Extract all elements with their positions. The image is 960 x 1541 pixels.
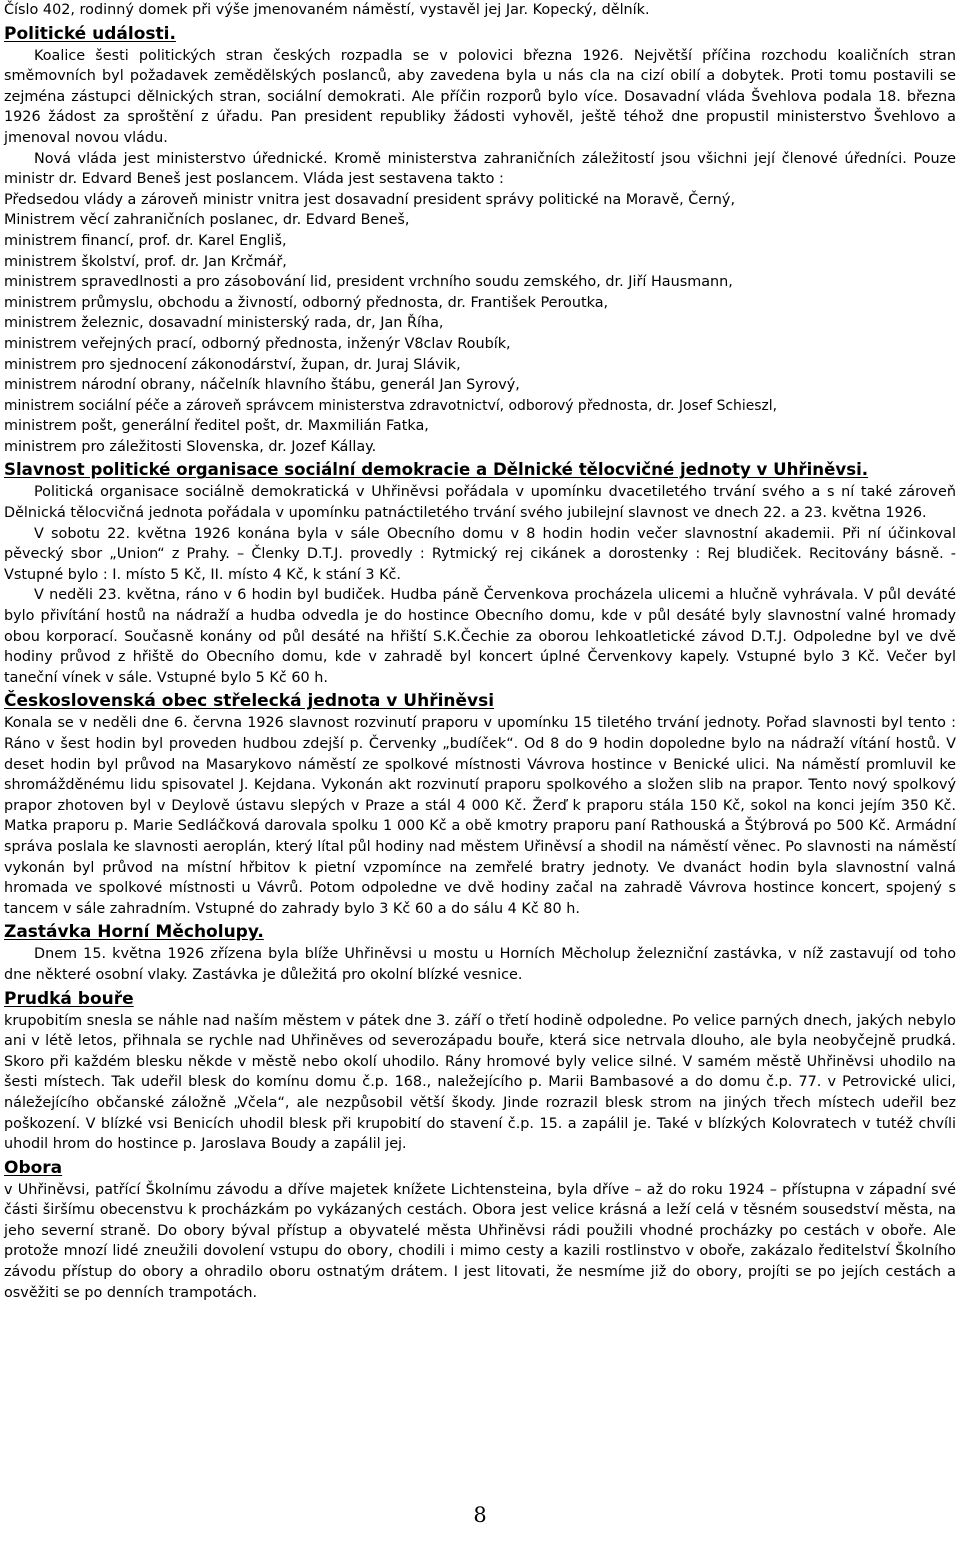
paragraph-politicke-1: Koalice šesti politických stran českých rozpadla se v polovici března 1926. Největší příčina rozchodu koaličních stran směmovních byl požadavek zemědělských poslanců, aby zavedena byla u nás cla na cizí obilí a dobytek. Proti tomu postavili se zejména zástupci dělnických stran, sociální demokrati. Ale příčin rozporů bylo více. Dosavadní vláda Švehlova podala 18. března 1926 žádost za sproštění z úřadu. Pan president republiky žádosti vyhověl, ještě téhož dne propustil ministerstvo Švehlovo a jmenoval novou vládu. (4, 47, 956, 146)
minister-line: ministrem pro záležitosti Slovenska, dr. Jozef Kállay. (4, 438, 377, 455)
paragraph-boure-1: krupobitím snesla se náhle nad naším městem v pátek dne 3. září o třetí hodině odpoledne. Po velice parných dnech, jakých nebylo ani v létě letos, přihnala se rychle nad Uhřiněves od severozápadu bouře, která sice netrvala dlouho, ale byla neobyčejně prudká. Skoro při každém blesku někde v městě nebo okolí uhodilo. Rány hromové byly velice silné. V samém městě Uhřiněvsi uhodilo na šesti místech. Tak udeřil blesk do komínu domu č.p. 168., naležejícího p. Marii Bambasové a do domu č.p. 77. v Petrovické ulici, náležejícího občanské záložně „Včela“, ale nezpůsobil větší škody. Jinde rozrazil blesk strom na jiných třech místech udeřil bez poškození. V blízké vsi Benicích uhodil blesk při krupobití do stavení č.p. 15. a zapálil je. Také v blízkých Kolovratech v tutéž chvíli uhodil hrom do hostince p. Jaroslava Boudy a zapálil jej. (4, 1012, 956, 1153)
minister-line: ministrem financí, prof. dr. Karel Engliš, (4, 232, 287, 249)
document-page (4, 0, 956, 1303)
ministers-list (4, 190, 956, 458)
heading-strelecka-jednota: Československá obec střelecká jednota v Uhřiněvsi (4, 691, 495, 712)
minister-line: Předsedou vlády a zároveň ministr vnitra jest dosavadní president správy politické na Moravě, Černý, (4, 191, 736, 208)
paragraph-politicke-2: Nová vláda jest ministerstvo úřednické. Kromě ministerstva zahraničních záležitostí jsou všichni její členové úředníci. Pouze ministr dr. Edvard Beneš jest poslancem. Vláda jest sestavena takto : (4, 150, 956, 188)
heading-slavnost: Slavnost politické organisace sociální demokracie a Dělnické tělocvičné jednoty v Uhřiněvsi. (4, 460, 869, 480)
paragraph-strelecka-1: Konala se v neděli dne 6. června 1926 slavnost rozvinutí praporu v upomínku 15 tiletého trvání jednoty. Pořad slavnosti byl tento : Ráno v šest hodin byl proveden hudbou zdejší p. Červenky „budíček“. Od 8 do 9 hodin dopoledne bylo na nádraží vítání hostů. V deset hodin byl průvod na Masarykovo náměstí ze spolkové místnosti Vávrova hostince v Benické ulici. Na náměstí promluvil ke shromážděnému lidu spisovatel J. Kejdana. Vykonán akt rozvinutí praporu spolkového a složen slib na prapor. Tento nový spolkový prapor zhotoven byl v Deylově ústavu slepých v Praze a stál 4 000 Kč. Žerď k praporu stála 150 Kč, sokol na konci jejím 350 Kč. Matka praporu p. Marie Sedláčková darovala spolku 1 000 Kč a obě kmotry praporu paní Rathouská a Štýbrová po 500 Kč. Armádní správa poslala ke slavnosti aeroplán, který lítal půl hodiny nad městem Uřiněvsí a shodil na náměstí věnec. Po slavnosti na náměstí vykonán byl průvod na místní hřbitov k pietní vzpomínce na zemřelé bratry jednoty. Ve dvanáct hodin byla slavnostní valná hromada ve spolkové místnosti u Vávrů. Potom odpoledne ve dvě hodiny začal na zahradě Vávrova hostince koncert, spojený s tancem v sále zahradním. Vstupné do zahrady bylo 3 Kč 60 a do sálu 4 Kč 80 h. (4, 715, 956, 917)
minister-line: ministrem pro sjednocení zákonodárství, župan, dr. Juraj Slávik, (4, 356, 461, 373)
minister-line: ministrem průmyslu, obchodu a živností, odborný přednosta, dr. František Peroutka, (4, 294, 609, 311)
minister-line: ministrem pošt, generální ředitel pošt, dr. Maxmilián Fatka, (4, 418, 429, 435)
paragraph-slavnost-3: V neděli 23. května, ráno v 6 hodin byl budiček. Hudba páně Červenkova procházela ulicemi a hlučně vyhrávala. V půl deváté bylo přivítání hostů na nádraží a hudba odvedla je do hostince Obecního domu, kde v půl desáté byly slavnostní valné hromady obou korporací. Současně konány od půl desáté na hřiští S.K.Čechie za oborou lehkoatletické závod D.T.J. Odpoledne byl ve dvě hodiny průvod z hřiště do Obecního domu, kde v zahradě byl koncert úplné Červenkovy kapely. Vstupné bylo 3 Kč. Večer byl taneční vínek v sále. Vstupné bylo 5 Kč 60 h. (4, 587, 956, 686)
heading-zastavka: Zastávka Horní Měcholupy. (4, 922, 264, 943)
page-number: 8 (473, 1503, 487, 1527)
minister-line: ministrem školství, prof. dr. Jan Krčmář, (4, 253, 287, 270)
heading-prudka-boure: Prudká bouře (4, 988, 134, 1009)
minister-line: ministrem sociální péče a zároveň správcem ministerstva zdravotnictví, odborový přednosta, dr. Josef Schieszl, (4, 397, 778, 414)
intro-line: Číslo 402, rodinný domek při výše jmenovaném náměstí, vystavěl jej Jar. Kopecký, dělník. (4, 2, 650, 18)
paragraph-slavnost-2: V sobotu 22. května 1926 konána byla v sále Obecního domu v 8 hodin hodin večer slavnostní akademii. Při ní účinkoval pěvecký sbor „Union“ z Prahy. – Členky D.T.J. provedly : Rytmický rej cikánek a dorostenky : Rej bludiček. Recitovány básně. - Vstupné bylo : I. místo 5 Kč, II. místo 4 Kč, k stání 3 Kč. (4, 525, 956, 583)
minister-line: ministrem veřejných prací, odborný přednosta, inženýr V8clav Roubík, (4, 335, 511, 352)
minister-line: ministrem spravedlnosti a pro zásobování lid, president vrchního soudu zemského, dr. Jiří Hausmann, (4, 274, 733, 291)
minister-line: ministrem železnic, dosavadní ministerský rada, dr, Jan Říha, (4, 315, 444, 332)
paragraph-slavnost-1: Politická organisace sociálně demokratická v Uhřiněvsi pořádala v upomínku dvacetiletého trvání svého a s ní také zároveň Dělnická tělocvičná jednota pořádala v upomínku patnáctiletého trvání svého jubilejní slavnost ve dnech 22. a 23. května 1926. (4, 484, 956, 522)
minister-line: ministrem národní obrany, náčelník hlavního štábu, generál Jan Syrový, (4, 377, 520, 394)
heading-obora: Obora (4, 1157, 63, 1178)
paragraph-obora-1: v Uhřiněvsi, patřící Školnímu závodu a dříve majetek knížete Lichtensteina, byla dříve – až do roku 1924 – přístupna v západní své části širšímu obecenstvu k procházkám po vykázaných cestách. Obora jest velice krásná a leží celá v těsném sousedství města, na jeho severní straně. Do obory býval přístup a obyvatelé města Uhřiněvsi rádi použili vhodné procházky po cestách v oboře. Ale protože mnozí lidé zneužili dovolení vstupu do obory, chodili i mimo cesty a kazili rostlinstvo v oboře, zakázalo ředitelství Školního závodu přístup do obory a ohradilo oboru ostnatým drátem. I jest litovati, že nesmíme již do obory, projíti se po jejích cestách a osvěžiti se po denních trampotách. (4, 1181, 956, 1301)
minister-line: Ministrem věcí zahraničních poslanec, dr. Edvard Beneš, (4, 212, 410, 229)
heading-politicke-udalosti: Politické události. (4, 23, 176, 44)
paragraph-zastavka-1: Dnem 15. května 1926 zřízena byla blíže Uhřiněvsi u mostu u Horních Měcholup železniční zastávka, v níž zastavují od toho dne některé osobní vlaky. Zastávka je důležitá pro okolní blízké vesnice. (4, 946, 956, 983)
